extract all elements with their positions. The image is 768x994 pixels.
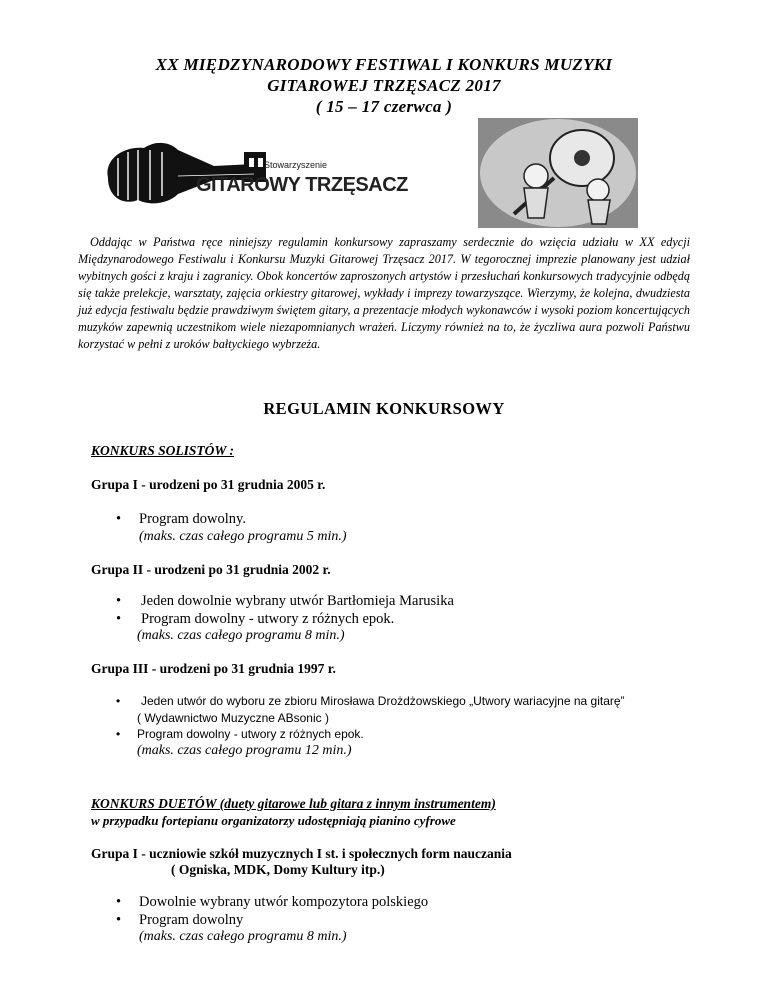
logo-small-text: Stowarzyszenie [264, 160, 328, 170]
list-item: • Program dowolny [116, 912, 244, 928]
list-item: • Jeden dowolnie wybrany utwór Bartłomieja Marusika [116, 593, 454, 609]
list-item: • Dowolnie wybrany utwór kompozytora polskiego [116, 894, 429, 910]
guitar-illustration [478, 118, 638, 228]
list-item: • Program dowolny - utwory z różnych epok. [116, 727, 364, 741]
list-item: • Jeden utwór do wyboru ze zbioru Mirosława Drożdżowskiego „Utwory wariacyjne na gitarę” [116, 694, 625, 708]
piano-note: w przypadku fortepianu organizatorzy udostępniają pianino cyfrowe [91, 813, 456, 828]
guitarists-drawing-icon [478, 118, 638, 228]
list-item: • Program dowolny - utwory z różnych epok. [116, 611, 395, 627]
publisher-note: ( Wydawnictwo Muzyczne ABsonic ) [137, 711, 329, 725]
time-limit: (maks. czas całego programu 12 min.) [137, 743, 352, 758]
intro-paragraph: Oddając w Państwa ręce niniejszy regulamin konkursowy zapraszamy serdecznie do wzięcia udziału w XX edycji Międzynarodowego Festiwalu i Konkursu Muzyki Gitarowej Trzęsacz 2017. W tegorocznej imprezie planowany jest udział wybitnych gości z kraju i zagranicy. Obok koncertów zaproszonych artystów i przesłuchań konkursowych tradycyjnie odbędą się także prelekcje, warsztaty, zajęcia orkiestry gitarowej, wykłady i imprezy towarzyszące. Wierzymy, że kolejna, dwudziesta już edycja festiwalu będzie prawdziwym świętem gitary, a prezentacje młodych wykonawców i wysoki poziom koncertujących muzyków zapewnią uczestnikom wiele niezapomnianych wrażeń. Liczymy również na to, że życzliwa aura pozwoli Państwu korzystać w pełni z uroków bałtyckiego wybrzeża. [78, 235, 690, 351]
logo-big-text: GITAROWY TRZĘSACZ [196, 174, 408, 196]
solo-group2-title: Grupa II - urodzeni po 31 grudnia 2002 r. [91, 562, 331, 577]
duo-contest-heading: KONKURS DUETÓW (duety gitarowe lub gitara z innym instrumentem) [91, 796, 496, 811]
duo-group1-subtitle: ( Ogniska, MDK, Domy Kultury itp.) [171, 862, 385, 877]
festival-title-line1: XX MIĘDZYNARODOWY FESTIWAL I KONKURS MUZYKI [155, 55, 613, 74]
list-item: • Program dowolny. [116, 511, 246, 527]
duo-group1-title: Grupa I - uczniowie szkół muzycznych I st. i społecznych form nauczania [91, 846, 512, 861]
festival-title-line2: GITAROWEJ TRZĘSACZ 2017 [267, 76, 501, 95]
association-logo [104, 134, 408, 210]
time-limit: (maks. czas całego programu 5 min.) [139, 529, 347, 544]
guitar-trees-logo-icon [104, 134, 340, 210]
festival-dates: ( 15 – 17 czerwca ) [315, 97, 453, 116]
time-limit: (maks. czas całego programu 8 min.) [137, 628, 345, 643]
time-limit: (maks. czas całego programu 8 min.) [139, 929, 347, 944]
solo-group3-title: Grupa III - urodzeni po 31 grudnia 1997 r. [91, 661, 336, 676]
regulamin-heading: REGULAMIN KONKURSOWY [263, 399, 505, 418]
solo-group1-title: Grupa I - urodzeni po 31 grudnia 2005 r. [91, 477, 326, 492]
solo-contest-heading: KONKURS SOLISTÓW : [91, 443, 235, 458]
